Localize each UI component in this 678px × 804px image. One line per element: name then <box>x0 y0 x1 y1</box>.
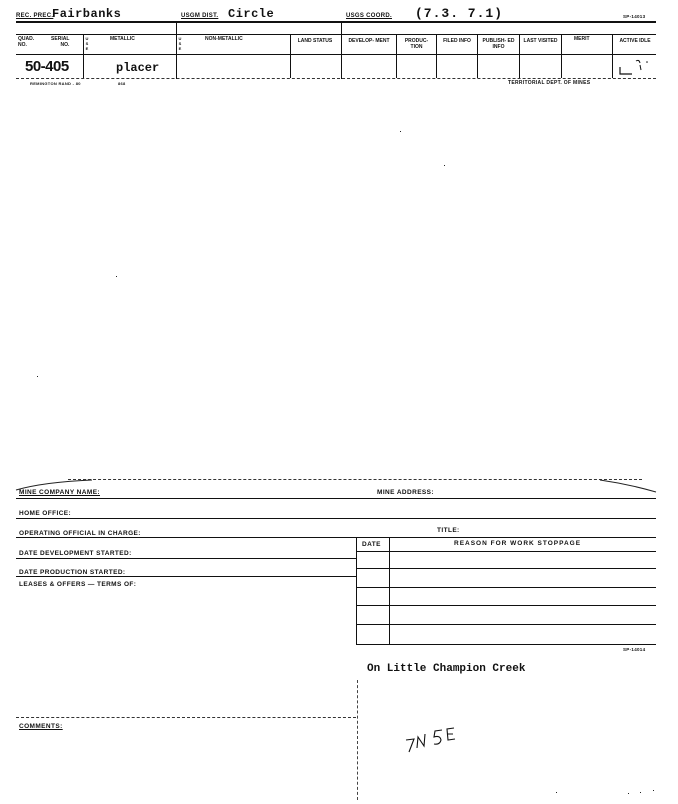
stoppage-date-header: DATE <box>362 541 381 548</box>
col-development: DEVELOP- MENT <box>348 38 390 44</box>
mine-company-name-label: MINE COMPANY NAME: <box>19 489 100 496</box>
col-merit: MERIT <box>574 36 590 42</box>
col-use-2: U S E <box>178 36 182 51</box>
leases-offers-label: LEASES & OFFERS — TERMS OF: <box>19 581 137 588</box>
col-div-filed <box>436 34 437 78</box>
col-non-metallic: NON-METALLIC <box>205 36 243 42</box>
line-development <box>16 558 356 559</box>
usgs-coord-value: (7.3. 7.1) <box>415 6 504 21</box>
speck <box>628 793 629 794</box>
line-company <box>16 498 656 499</box>
col-use-1: U S E <box>85 36 89 51</box>
col-div-merit <box>561 34 562 78</box>
stoppage-reason-header: REASON FOR WORK STOPPAGE <box>454 540 582 547</box>
comments-label: COMMENTS: <box>19 723 63 730</box>
speck <box>116 276 117 277</box>
stoppage-left-edge <box>356 537 357 645</box>
col-div-prod <box>396 34 397 78</box>
col-last-visited: LAST VISITED <box>523 38 558 44</box>
line-production <box>16 576 356 577</box>
mine-address-label: MINE ADDRESS: <box>377 489 434 496</box>
divider-b <box>341 21 342 79</box>
date-development-label: DATE DEVELOPMENT STARTED: <box>19 550 132 557</box>
col-active-idle: ACTIVE IDLE <box>619 38 651 44</box>
col-production: PRODUC- TION <box>404 38 429 50</box>
stoppage-row-6 <box>356 644 656 645</box>
usgm-dist-label: USGM DIST. <box>181 13 219 19</box>
stoppage-row-4 <box>356 605 656 606</box>
stoppage-date-divider <box>389 537 390 645</box>
top-footer-left: REMINGTON RAND - 80 <box>30 81 81 86</box>
handwritten-township-note <box>402 722 472 756</box>
comments-top-line <box>16 717 356 718</box>
usgs-coord-label: USGS COORD. <box>346 13 392 19</box>
rec-prec-label: REC. PREC. <box>16 13 54 19</box>
top-rule-4 <box>16 78 656 79</box>
stoppage-row-1 <box>356 551 656 552</box>
rec-prec-value: Fairbanks <box>52 7 122 21</box>
divider-a <box>176 21 177 79</box>
top-form-number: SP-14013 <box>623 14 646 19</box>
top-footer-right: TERRITORIAL DEPT. OF MINES <box>508 80 591 86</box>
bottom-top-edge <box>68 479 642 480</box>
speck <box>653 790 654 791</box>
col-serial-no: SERIAL NO. <box>51 36 70 48</box>
comments-divider <box>357 680 358 800</box>
speck <box>556 792 557 793</box>
card-edge-curl-right <box>598 478 658 494</box>
col-div-active <box>612 34 613 78</box>
col-quad-no: QUAD. NO. <box>18 36 35 48</box>
top-footer-code: 868 <box>118 81 126 86</box>
top-rule-1 <box>16 21 656 23</box>
date-production-label: DATE PRODUCTION STARTED: <box>19 569 126 576</box>
title-label: TITLE: <box>437 527 460 534</box>
speck <box>444 165 445 166</box>
line-official <box>16 537 656 538</box>
speck <box>400 131 401 132</box>
stoppage-row-3 <box>356 587 656 588</box>
speck <box>37 376 38 377</box>
col-published-info: PUBLISH- ED INFO <box>482 38 515 50</box>
operating-official-label: OPERATING OFFICIAL IN CHARGE: <box>19 530 141 537</box>
location-note: On Little Champion Creek <box>367 663 526 675</box>
row-quad-serial: 50-405 <box>25 58 69 75</box>
speck <box>640 792 641 793</box>
row-metallic: placer <box>116 61 160 75</box>
stoppage-row-5 <box>356 624 656 625</box>
col-div-land <box>290 34 291 78</box>
line-home-office <box>16 518 656 519</box>
col-div-last <box>519 34 520 78</box>
col-div-pub <box>477 34 478 78</box>
usgm-dist-value: Circle <box>228 7 275 21</box>
bottom-form-number: SP-14014 <box>623 647 646 652</box>
top-rule-2 <box>16 34 656 35</box>
col-filed-info: FILED INFO <box>443 38 471 44</box>
stoppage-row-2 <box>356 568 656 569</box>
col-div-serial <box>83 34 84 78</box>
active-idle-mark-icon <box>614 55 654 79</box>
col-land-status: LAND STATUS <box>297 38 333 44</box>
col-metallic: METALLIC <box>110 36 135 42</box>
top-rule-3 <box>16 54 656 55</box>
col-quad-serial <box>18 37 80 48</box>
home-office-label: HOME OFFICE: <box>19 510 72 517</box>
